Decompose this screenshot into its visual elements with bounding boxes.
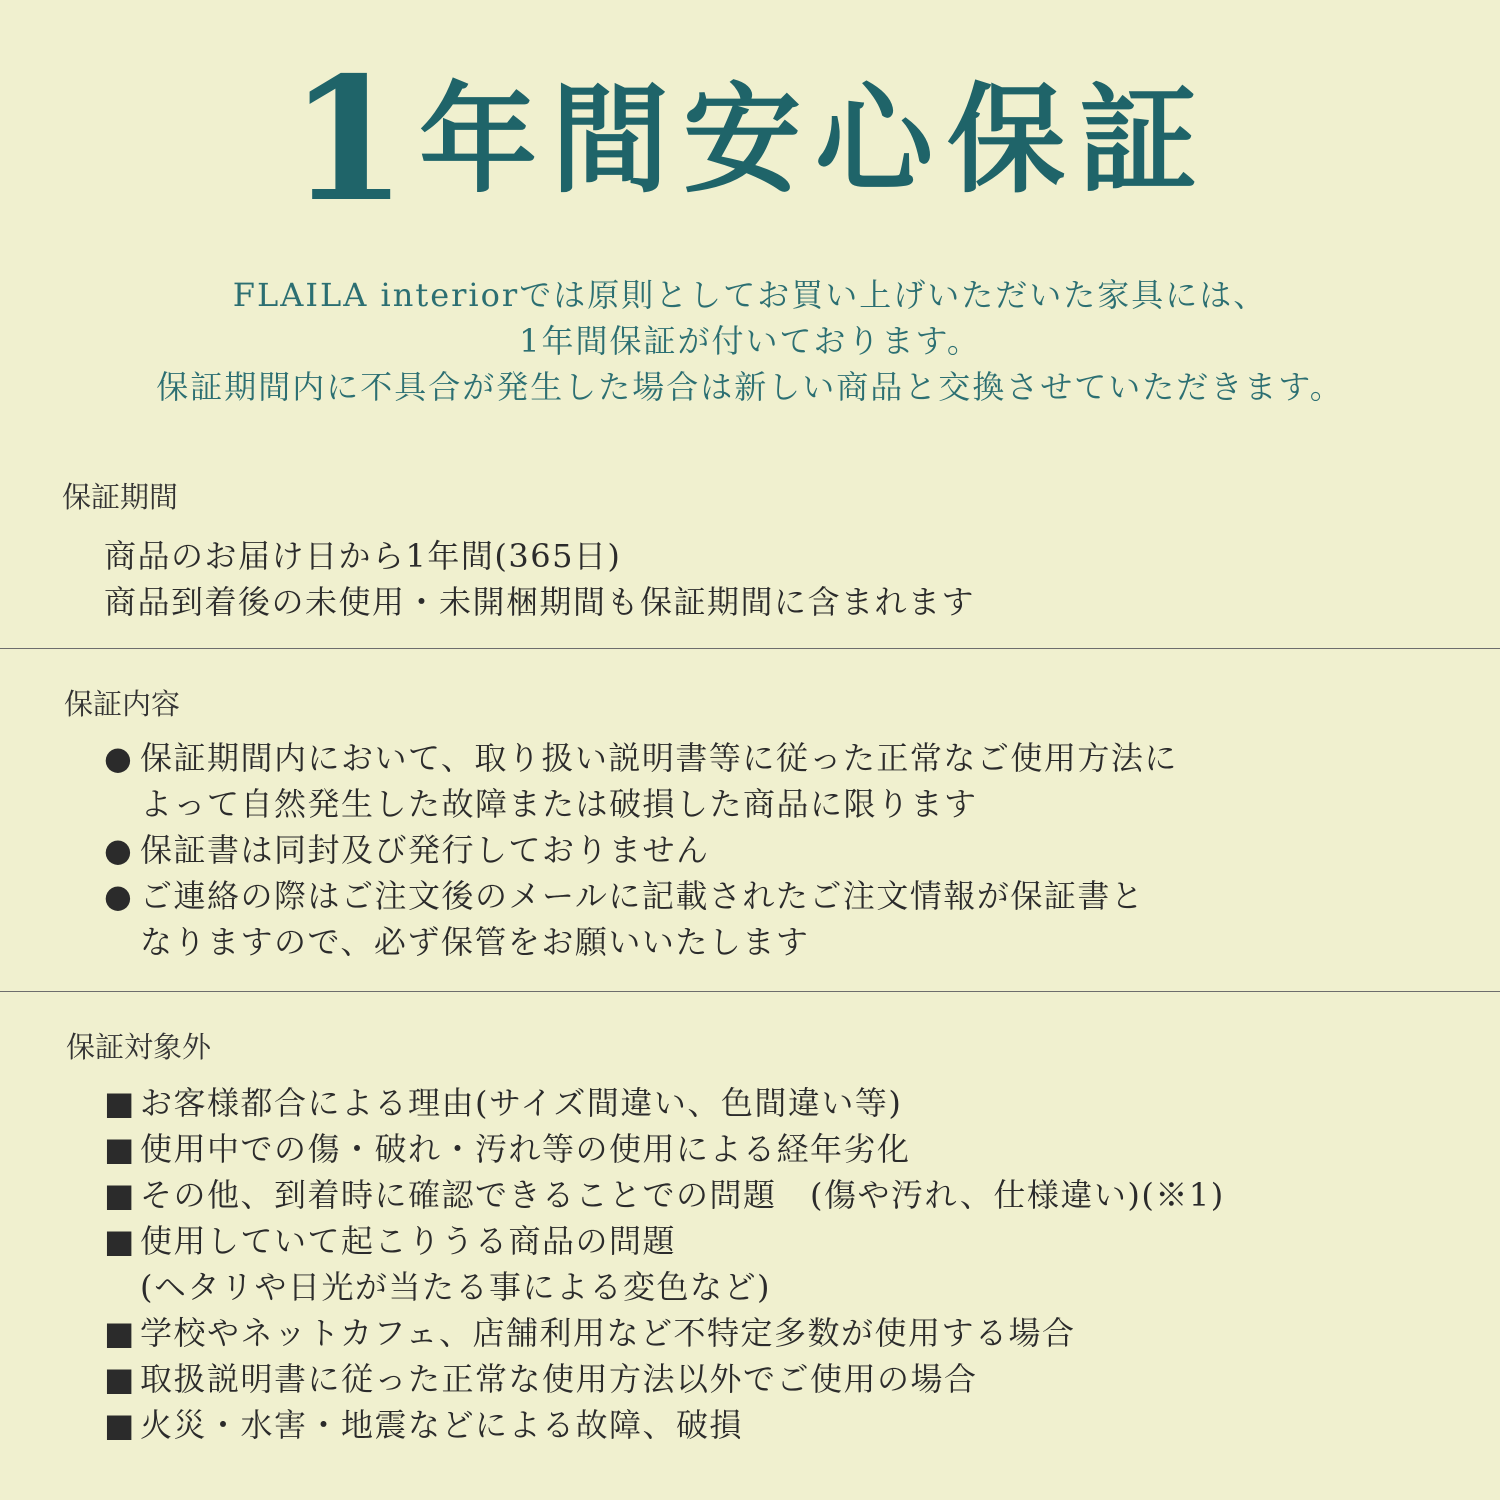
square-bullet-icon: ■ [104,1406,136,1444]
excluded-item-text: 学校やネットカフェ、店舗利用など不特定多数が使用する場合 [140,1314,1076,1352]
content-item-text: 保証期間内において、取り扱い説明書等に従った正常なご使用方法に [140,739,1178,777]
section-divider [0,648,1500,649]
square-bullet-icon: ■ [104,1130,136,1168]
section-divider [0,991,1500,992]
content-heading: 保証内容 [64,687,181,721]
excluded-item-text: 火災・水害・地震などによる故障、破損 [140,1406,744,1444]
content-item-text: 保証書は同封及び発行しておりません [140,831,710,869]
excluded-item-text: 使用中での傷・破れ・汚れ等の使用による経年劣化 [140,1130,911,1168]
excluded-item [104,1080,902,1126]
square-bullet-icon: ■ [104,1084,136,1122]
square-bullet-icon: ■ [104,1360,136,1398]
title-text: 年間安心保証 [419,71,1212,209]
square-bullet-icon: ■ [104,1314,136,1352]
bullet-icon: ● [104,877,134,915]
excluded-heading: 保証対象外 [66,1030,212,1064]
page-title [0,40,1500,240]
period-line: 商品のお届け日から1年間(365日) [104,537,622,575]
square-bullet-icon: ■ [104,1222,136,1260]
excluded-item [104,1172,1225,1218]
period-line: 商品到着後の未使用・未開梱期間も保証期間に含まれます [104,583,976,621]
title-number: 1 [288,40,408,240]
intro-text [0,272,1500,410]
bullet-icon: ● [104,739,134,777]
square-bullet-icon: ■ [104,1176,136,1214]
excluded-item-text: 使用していて起こりうる商品の問題 [140,1222,677,1260]
content-item [104,735,1178,781]
content-item [104,873,1144,919]
content-item [104,827,710,873]
content-item-continuation: よって自然発生した故障または破損した商品に限ります [140,785,978,823]
excluded-item-text: その他、到着時に確認できることでの問題 (傷や汚れ、仕様違い)(※1) [140,1176,1225,1214]
period-heading: 保証期間 [62,480,179,514]
intro-line: 1年間保証が付いております。 [519,322,981,360]
content-item-text: ご連絡の際はご注文後のメールに記載されたご注文情報が保証書と [140,877,1145,915]
excluded-item-text: お客様都合による理由(サイズ間違い、色間違い等) [140,1084,903,1122]
excluded-item [104,1126,911,1172]
excluded-item [104,1310,1075,1356]
content-item-continuation: なりますので、必ず保管をお願いいたします [140,923,810,961]
intro-line: FLAILA interiorでは原則としてお買い上げいただいた家具には、 [232,276,1268,314]
intro-line: 保証期間内に不具合が発生した場合は新しい商品と交換させていただきます。 [156,368,1344,406]
excluded-item-text: 取扱説明書に従った正常な使用方法以外でご使用の場合 [140,1360,978,1398]
excluded-item-continuation: (ヘタリや日光が当たる事による変色など) [140,1268,771,1306]
excluded-item [104,1356,978,1402]
excluded-item [104,1218,676,1264]
excluded-item [104,1402,743,1448]
bullet-icon: ● [104,831,134,869]
